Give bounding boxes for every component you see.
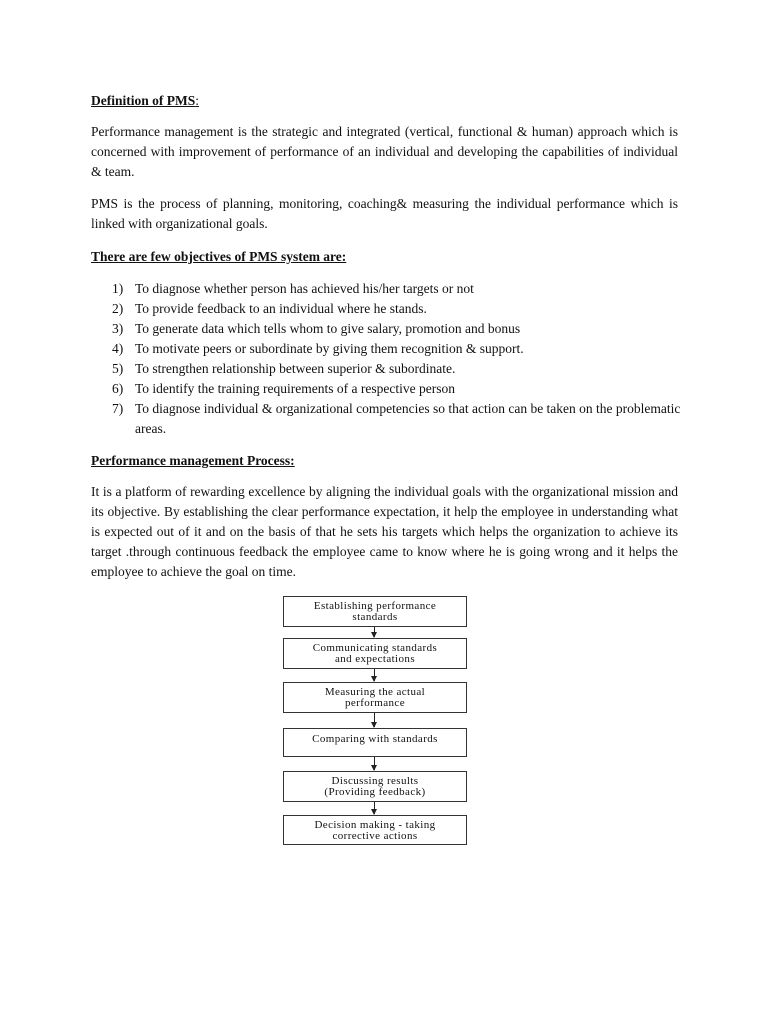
list-item-text: To generate data which tells whom to give salary, promotion and bonus (135, 321, 521, 336)
flowchart-step-line2: corrective actions (332, 830, 418, 842)
objectives-heading: There are few objectives of PMS system are: (91, 249, 347, 264)
list-item-text: To strengthen relationship between superior & subordinate. (135, 361, 456, 376)
list-item-text: To identify the training requirements of a respective person (135, 381, 455, 396)
list-item-number: 1) (112, 281, 124, 296)
flowchart-step-line1: Measuring the actual (324, 686, 426, 698)
flow-arrow (374, 669, 375, 681)
flow-arrow (374, 713, 375, 727)
definition-heading (91, 93, 199, 109)
list-item-number: 2) (112, 301, 124, 316)
list-item-number: 3) (112, 321, 124, 336)
list-item-number: 4) (112, 341, 124, 356)
flowchart-step-line1: Communicating standards (312, 642, 438, 654)
flow-arrow (374, 802, 375, 814)
flowchart-step (283, 771, 467, 802)
flow-arrow (374, 757, 375, 770)
process-heading: Performance management Process: (91, 453, 295, 468)
flowchart-step-line1: Establishing performance (313, 600, 437, 612)
flowchart-step-line1: Discussing results (331, 775, 419, 787)
definition-heading-colon: : (195, 93, 200, 108)
list-item (91, 299, 681, 319)
list-item-text: To diagnose whether person has achieved his/her targets or not (135, 281, 474, 296)
flowchart-step-line2: (Providing feedback) (324, 786, 426, 798)
flowchart-step (283, 815, 467, 845)
process-flowchart (283, 596, 469, 846)
list-item-text: To provide feedback to an individual where he stands. (135, 301, 427, 316)
flowchart-step (283, 638, 467, 669)
list-item-text: To motivate peers or subordinate by giving them recognition & support. (135, 341, 524, 356)
objectives-list (91, 279, 681, 439)
flowchart-step-line2: and expectations (334, 653, 415, 665)
list-item-number: 6) (112, 381, 124, 396)
flowchart-step-line2: performance (345, 697, 405, 709)
list-item (91, 399, 681, 439)
list-item-number: 5) (112, 361, 124, 376)
list-item (91, 359, 681, 379)
flowchart-step-line1: Decision making - taking (314, 819, 436, 831)
list-item (91, 339, 681, 359)
flowchart-step-line2: standards (352, 611, 398, 623)
process-paragraph: It is a platform of rewarding excellence by aligning the individual goals with the organizational mission and its objective. By establishing the clear performance expectation, it help the employee in understanding what is expected out of it and on the basis of that he sets his targets which helps the organization to achieve its target .through continuous feedback the employee came to know where he is going wrong and it helps the employee to achieve the goal on time. (91, 484, 678, 579)
flowchart-step (283, 728, 467, 757)
list-item (91, 379, 681, 399)
list-item (91, 279, 681, 299)
flowchart-step (283, 682, 467, 713)
definition-paragraph-2: PMS is the process of planning, monitoring, coaching& measuring the individual performance which is linked with organizational goals. (91, 196, 678, 231)
flowchart-step (283, 596, 467, 627)
definition-heading-text: Definition of PMS (91, 93, 196, 108)
list-item-text: To diagnose individual & organizational competencies so that action can be taken on the problematic areas. (135, 401, 681, 436)
flowchart-step-line1: Comparing with standards (312, 733, 438, 745)
flow-arrow (374, 627, 375, 637)
list-item (91, 319, 681, 339)
list-item-number: 7) (112, 401, 124, 416)
definition-paragraph-1: Performance management is the strategic and integrated (vertical, functional & human) approach which is concerned with improvement of performance of an individual and developing the capabilities of individual & team. (91, 124, 678, 179)
